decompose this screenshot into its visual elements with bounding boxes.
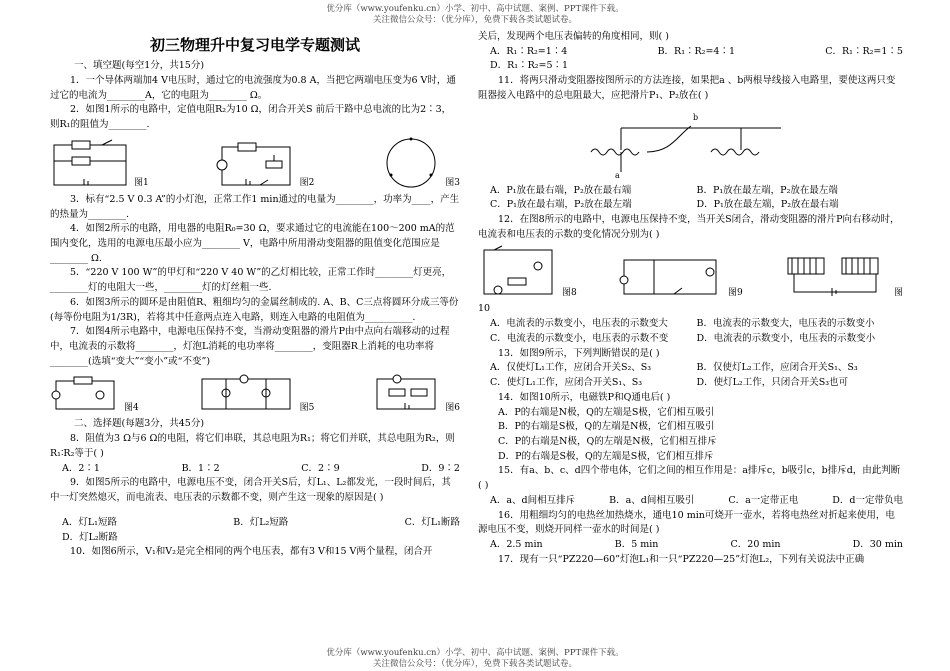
header-line-2: 关注微信公众号：（优分库），免费下载各类试题试卷。 — [372, 15, 577, 26]
figure-7 — [478, 106, 903, 182]
figure-2 — [216, 139, 315, 191]
question-3: 3．标有“2.5 V 0.3 A”的小灯泡，正常工作1 min通过的电量为________，功率为____，产生的热量为________. — [50, 193, 460, 220]
figure-8 — [478, 244, 577, 300]
figure-4-circuit — [50, 375, 120, 415]
figure-10-caption-number: 10 — [478, 303, 491, 315]
question-8: 8．阻值为3 Ω与6 Ω的电阻，将它们串联，其总电阻为R₁；将它们并联，其总电阻为R₂，则R₁∶R₂等于( ) — [50, 433, 455, 459]
question-5: 5．“220 V 100 W”的甲灯和“220 V 40 W”的乙灯相比较，正常工作时________灯更亮，________灯的电阻大一些，________灯的灯丝粗一些. — [50, 267, 452, 294]
figure-3-ring — [381, 135, 441, 191]
question-2: 2．如图1所示的电路中，定值电阻R₂为10 Ω，闭合开关S 前后干路中总电流的比为2∶3，则R₁的阻值为________. — [50, 104, 452, 131]
right-column — [478, 30, 903, 567]
figure-9-circuit — [614, 252, 724, 300]
question-15-option-c: C．a一定带正电 — [728, 494, 799, 506]
page-footer — [0, 648, 950, 670]
figure-row-1 — [50, 135, 460, 191]
figure-10-electromagnets — [780, 252, 890, 300]
figure-6-caption: 图6 — [445, 402, 460, 413]
question-11-options — [478, 184, 903, 213]
question-15-options — [478, 494, 903, 509]
question-8-option-b: B．1∶2 — [181, 462, 220, 474]
question-11-option-a: A．P₁放在最右端，P₂放在最右端 — [490, 184, 632, 196]
figure-1-caption: 图1 — [134, 177, 149, 188]
figure-9-caption: 图9 — [727, 287, 743, 298]
question-14-option-d: D．P的右端是S极，Q的左端是S极，它们相互排斥 — [498, 450, 714, 462]
question-9-option-c: C．灯L₁断路 — [404, 516, 460, 528]
question-16-option-b: B．5 min — [614, 538, 659, 550]
left-column — [50, 30, 460, 560]
figure-5 — [196, 371, 315, 415]
figure-7-rheostats — [581, 106, 801, 182]
question-10: 10．如图6所示，V₁和V₂是完全相同的两个电压表，都有3 V和15 V两个量程，闭合开 — [70, 546, 433, 558]
page-title: 初三物理升中复习电学专题测试 — [149, 36, 360, 54]
figure-4 — [50, 375, 139, 415]
question-8-option-d: D．9∶2 — [421, 462, 460, 474]
question-17: 17．现有一只“PZ220—60”灯泡L₁和一只“PZ220—25”灯泡L₂，下列有关说法中正确 — [498, 553, 865, 565]
figure-2-caption: 图2 — [299, 177, 315, 188]
figure-1 — [50, 139, 149, 191]
footer-line-1: 优分库（www.youfenku.cn）小学、初中、高中试题、案例、PPT课件下载。 — [326, 648, 624, 658]
question-11-option-c: C．P₁放在最右端，P₂放在最左端 — [490, 199, 632, 211]
question-1: 1．一个导体两端加4 V电压时，通过它的电流强度为0.8 A，当把它两端电压变为6 V时，通过它的电流为________A，它的电阻为________ Ω。 — [50, 74, 456, 101]
question-13-option-c: C．使灯L₁工作，应闭合开关S₁、S₃ — [490, 377, 643, 389]
question-12: 12．在图8所示的电路中，电源电压保持不变，当开关S闭合，滑动变阻器的滑片P向右移动时，电流表和电压表的示数的变化情况分别为( ) — [478, 214, 900, 240]
question-11: 11．将两只滑动变阻器按图所示的方法连接，如果把a 、b两根导线接入电路里，要使这两只变阻器接入电路中的总电阻最大，应把滑片P₁、P₂放在( ) — [478, 75, 896, 101]
question-12-option-a: A．电流表的示数变小，电压表的示数变大 — [490, 318, 668, 330]
section-multiple-choice: 二、选择题(每题3分，共45分) — [74, 418, 205, 430]
footer-line-2: 关注微信公众号：（优分库），免费下载各类试题试卷。 — [372, 659, 577, 670]
question-8-option-c: C．2∶9 — [301, 462, 340, 474]
question-11-option-d: D．P₁放在最左端，P₂放在最右端 — [696, 199, 839, 211]
figure-2-circuit — [216, 139, 296, 191]
figure-4-caption: 图4 — [124, 402, 139, 413]
question-7: 7．如图4所示电路中，电源电压保持不变，当滑动变阻器的滑片P由中点向右端移动的过程中，电流表的示数将________，灯泡L消耗的电功率将________，变阻器R上消耗的电功率将________(选填“变大”“变小”或“不变”) — [50, 326, 450, 367]
question-10-options — [478, 45, 903, 60]
question-13-option-a: A．仅使灯L₁工作，应闭合开关S₂、S₃ — [490, 362, 652, 374]
figure-10-caption: 图 — [893, 287, 903, 298]
figure-1-circuit — [50, 139, 130, 191]
question-15: 15．有a、b、c、d四个带电体，它们之间的相互作用是：a排斥c，b吸引c，b排斥d，由此判断( ) — [478, 465, 901, 492]
question-6: 6．如图3所示的圆环是由阻值R、粗细均匀的金属丝制成的. A、B、C三点将圆环分成三等份(每等份电阻为1/3R)，若将其中任意两点连入电路，则连入电路的电阻值为__________. — [50, 296, 459, 323]
question-14-option-b: B．P的右端是S极，Q的左端是N极，它们相互吸引 — [498, 421, 715, 433]
question-9-options — [50, 516, 460, 531]
figure-6-circuit — [371, 371, 441, 415]
figure-7-label-b: b — [692, 112, 698, 122]
figure-row-2 — [50, 371, 460, 415]
question-13-options — [478, 361, 903, 390]
question-12-option-c: C．电流表的示数变小，电压表的示数不变 — [490, 332, 669, 344]
question-9: 9．如图5所示的电路中，电源电压不变，闭合开关S后，灯L₁、L₂都发光，一段时间后，其中一灯突然熄灭，而电流表、电压表的示数都不变，则产生这一现象的原因是( ) — [50, 477, 451, 504]
question-11-option-b: B．P₁放在最左端，P₂放在最左端 — [696, 184, 838, 196]
question-14: 14．如图10所示，电磁铁P和Q通电后( ) — [498, 391, 671, 403]
question-9-option-d: D．灯L₂断路 — [62, 531, 118, 543]
figure-3 — [381, 135, 460, 191]
question-13-option-b: B．仅使灯L₂工作，应闭合开关S₁、S₃ — [696, 362, 858, 374]
question-16-options — [478, 538, 903, 553]
page-header — [0, 4, 950, 26]
figure-5-circuit — [196, 371, 296, 415]
question-15-option-d: D．d一定带负电 — [832, 494, 903, 506]
figure-10 — [780, 252, 903, 300]
figure-8-circuit — [478, 244, 558, 300]
question-10-option-a: A．R₁∶R₂=1∶4 — [490, 45, 568, 57]
figure-7-label-a: a — [614, 170, 620, 180]
question-15-option-b: B．a、d间相互吸引 — [609, 494, 695, 506]
section-fill-in: 一、填空题(每空1分，共15分) — [74, 60, 205, 72]
figure-8-caption: 图8 — [562, 287, 577, 298]
question-10-option-c: C．R₁∶R₂=1∶5 — [825, 45, 903, 57]
question-12-option-b: B．电流表的示数变大，电压表的示数变小 — [696, 318, 875, 330]
figure-3-caption: 图3 — [445, 177, 460, 188]
question-15-option-a: A．a、d间相互排斥 — [490, 494, 576, 506]
question-14-option-a: A．P的右端是N极，Q的左端是S极，它们相互吸引 — [498, 406, 715, 418]
question-10-option-b: B．R₁∶R₂=4∶1 — [657, 45, 736, 57]
figure-row-3 — [478, 244, 903, 300]
question-10-option-d: D．R₁∶R₂=5∶1 — [490, 60, 569, 72]
question-8-option-a: A．2∶1 — [62, 462, 100, 474]
question-16-option-d: D．30 min — [852, 538, 903, 550]
figure-9 — [614, 252, 743, 300]
question-14-option-c: C．P的右端是N极，Q的左端是N极，它们相互排斥 — [498, 435, 717, 447]
question-16: 16．用粗细均匀的电热丝加热烧水，通电10 min可烧开一壶水，若将电热丝对折起来使用，电源电压不变，则烧开同样一壶水的时间是( ) — [478, 509, 895, 536]
question-12-option-d: D．电流表的示数变小，电压表的示数变小 — [696, 332, 876, 344]
question-9-options-row2 — [50, 531, 460, 546]
question-10-continued: 关后，发现两个电压表偏转的角度相同，则( ) — [478, 31, 669, 42]
question-13-option-d: D．使灯L₂工作，只闭合开关S₃也可 — [696, 377, 849, 389]
question-16-option-a: A．2.5 min — [490, 538, 543, 550]
question-4: 4．如图2所示的电路，用电器的电阻R₀=30 Ω，要求通过它的电流能在100～200 mA的范围内变化，选用的电源电压最小应为________ V，电路中所用滑动变阻器的阻值变化范围应是________ Ω. — [50, 223, 455, 264]
question-8-options — [50, 462, 460, 477]
figure-6 — [371, 371, 460, 415]
question-9-option-b: B．灯L₂短路 — [233, 516, 289, 528]
question-9-option-a: A．灯L₁短路 — [62, 516, 117, 528]
header-line-1: 优分库（www.youfenku.cn）小学、初中、高中试题、案例、PPT课件下载。 — [326, 4, 624, 14]
question-12-options — [478, 317, 903, 346]
question-13: 13．如图9所示，下列判断错误的是( ) — [498, 347, 660, 359]
question-16-option-c: C．20 min — [730, 538, 781, 550]
question-10-options-row2 — [478, 59, 903, 74]
figure-5-caption: 图5 — [299, 402, 315, 413]
